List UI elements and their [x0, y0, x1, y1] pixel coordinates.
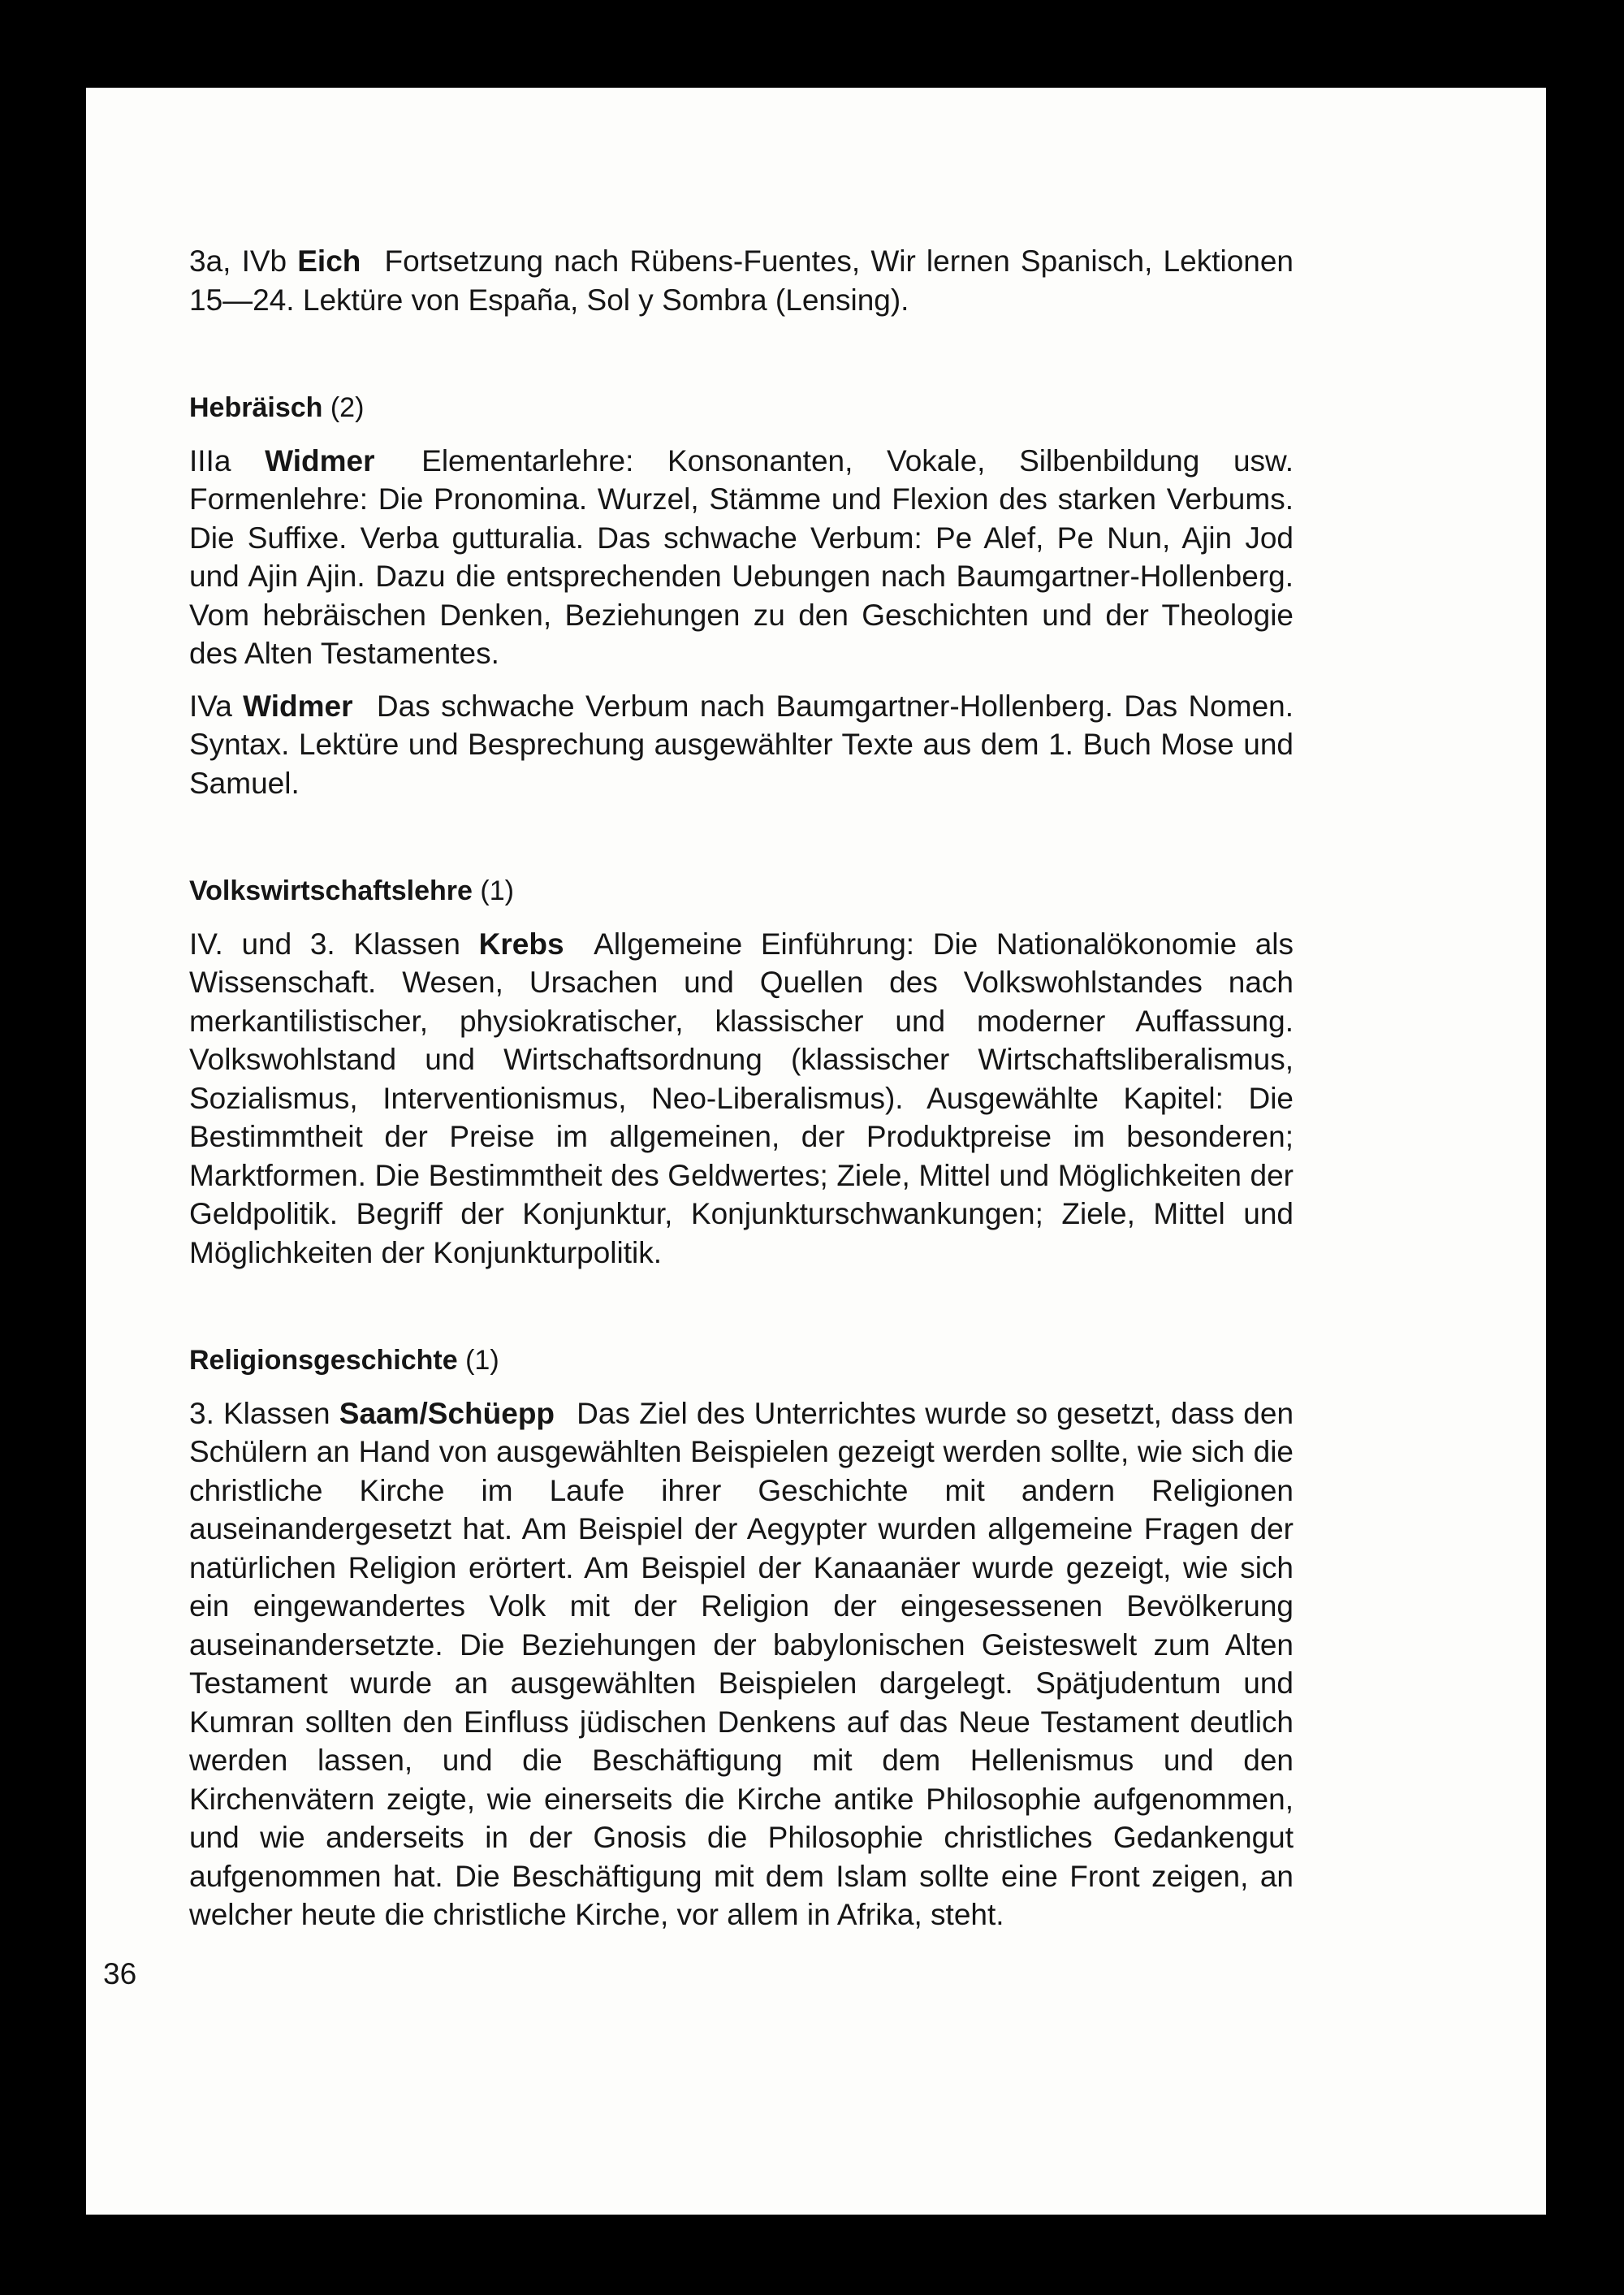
religion-heading-title: Religionsgeschichte	[189, 1345, 458, 1376]
hebrew-entry-1-text: Elementarlehre: Konsonanten, Vokale, Silbenbildung usw. Formenlehre: Die Pronomina. Wurzel, Stämme und Flexion des starken Verbums. Die Suffixe. Verba gutturalia. Das schwache Verbum: Pe Alef, Pe Nun, Ajin Jod und Ajin Ajin. Dazu die entsprechenden Uebungen nach Baumgartner-Hollenberg. Vom hebräischen Denken, Beziehungen zu den Geschichten und der Theologie des Alten Testamentes.	[189, 443, 1294, 670]
hebrew-entry-1	[189, 442, 1294, 673]
document-page	[86, 88, 1546, 2215]
hebrew-entry-2	[189, 687, 1294, 803]
hebrew-entry-2-text: Das schwache Verbum nach Baumgartner-Hollenberg. Das Nomen. Syntax. Lektüre und Besprechung ausgewählter Texte aus dem 1. Buch Mose und Samuel.	[189, 689, 1294, 800]
hebrew-entry-2-class: IVa	[189, 689, 232, 723]
page-content	[189, 242, 1294, 1934]
hebrew-heading-title: Hebräisch	[189, 392, 323, 423]
economics-entry-text: Allgemeine Einführung: Die Nationalökonomie als Wissenschaft. Wesen, Ursachen und Quellen des Volkswohlstandes nach merkantilistischer, physiokratischer, klassischer und moderner Auffassung. Volkswohlstand und Wirtschaftsordnung (klassischer Wirtschaftsliberalismus, Sozialismus, Interventionismus, Neo-Liberalismus). Ausgewählte Kapitel: Die Bestimmtheit der Preise im allgemeinen, der Produktpreise im besonderen; Marktformen. Die Bestimmtheit des Geldwertes; Ziele, Mittel und Möglichkeiten der Geldpolitik. Begriff der Konjunktur, Konjunkturschwankungen; Ziele, Mittel und Möglichkeiten der Konjunkturpolitik.	[189, 927, 1294, 1269]
hebrew-entry-2-teacher: Widmer	[243, 689, 353, 723]
economics-heading-title: Volkswirtschaftslehre	[189, 875, 473, 906]
religion-entry-teacher: Saam/Schüepp	[339, 1396, 555, 1430]
religion-heading-hours: (1)	[465, 1345, 499, 1376]
hebrew-heading-hours: (2)	[330, 392, 365, 423]
spanish-entry	[189, 242, 1294, 319]
religion-entry	[189, 1394, 1294, 1934]
spanish-class: 3a, IVb	[189, 244, 287, 278]
economics-heading	[189, 872, 1294, 911]
page-number: 36	[103, 1957, 137, 1990]
hebrew-entry-1-teacher: Widmer	[265, 443, 375, 478]
economics-entry-teacher: Krebs	[478, 927, 564, 961]
economics-entry	[189, 925, 1294, 1273]
religion-entry-class: 3. Klassen	[189, 1396, 330, 1430]
economics-entry-class: IV. und 3. Klassen	[189, 927, 460, 961]
religion-entry-text: Das Ziel des Unterrichtes wurde so gesetzt, dass den Schülern an Hand von ausgewählten Beispielen gezeigt werden sollte, wie sich die christliche Kirche im Laufe ihrer Geschichte mit andern Religionen auseinandergesetzt hat. Am Beispiel der Aegypter wurden allgemeine Fragen der natürlichen Religion erörtert. Am Beispiel der Kanaanäer wurde gezeigt, wie sich ein eingewandertes Volk mit der Religion der eingesessenen Bevölkerung auseinandersetzte. Die Beziehungen der babylonischen Geisteswelt zum Alten Testament wurde an ausgewählten Beispielen dargelegt. Spätjudentum und Kumran sollten den Einfluss jüdischen Denkens auf das Neue Testament deutlich werden lassen, und die Beschäftigung mit dem Hellenismus und den Kirchenvätern zeigte, wie einerseits die Kirche antike Philosophie aufgenommen, und wie anderseits in der Gnosis die Philosophie christliches Gedankengut aufgenommen hat. Die Beschäftigung mit dem Islam sollte eine Front zeigen, an welcher heute die christliche Kirche, vor allem in Afrika, steht.	[189, 1396, 1294, 1931]
hebrew-heading	[189, 389, 1294, 428]
religion-heading	[189, 1342, 1294, 1381]
economics-heading-hours: (1)	[480, 875, 514, 906]
hebrew-entry-1-class: IIIa	[189, 443, 231, 478]
spanish-teacher: Eich	[297, 244, 361, 278]
spanish-text: Fortsetzung nach Rübens-Fuentes, Wir lernen Spanisch, Lektionen 15—24. Lektüre von España, Sol y Sombra (Lensing).	[189, 244, 1294, 317]
